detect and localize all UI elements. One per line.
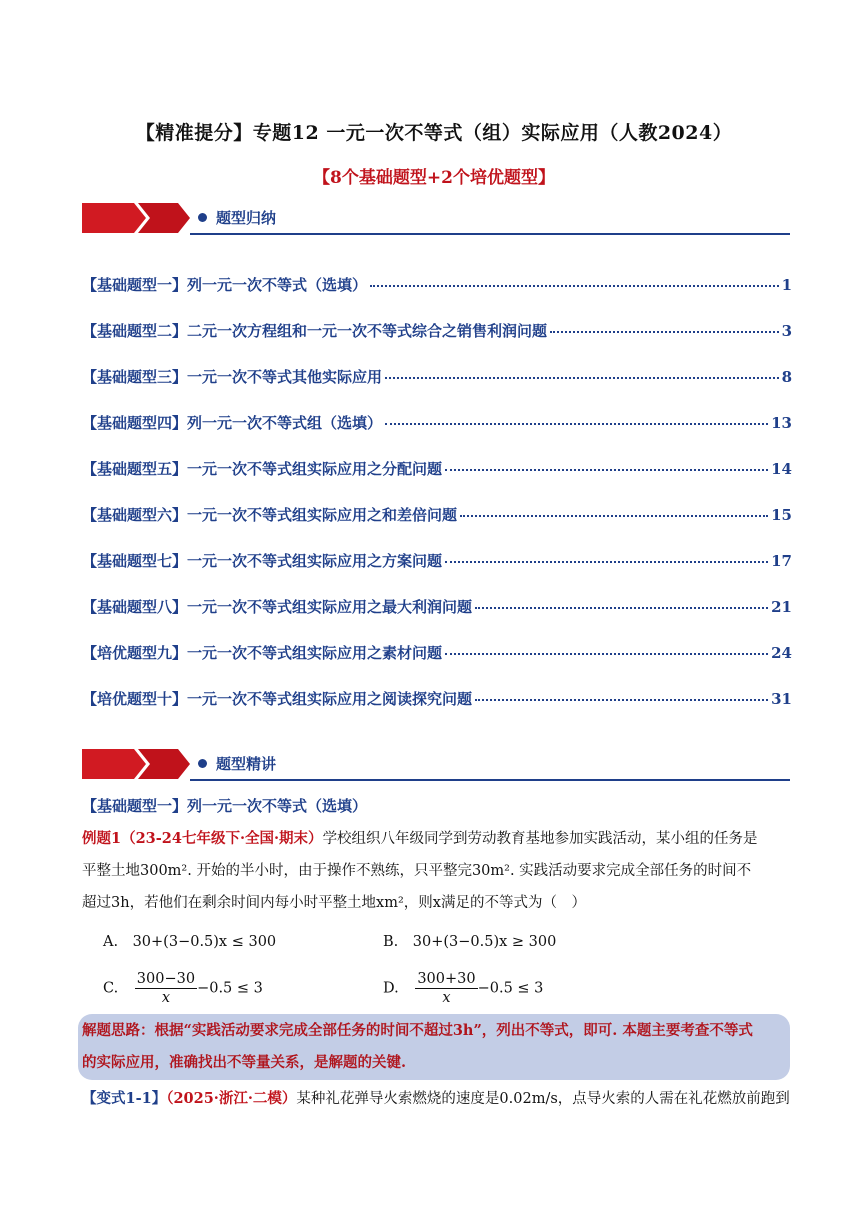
toc-page-number: 14 (771, 460, 792, 478)
toc-leader (550, 331, 779, 333)
toc-page-number: 13 (771, 414, 792, 432)
example-line-3: 超过3h，若他们在剩余时间内每小时平整土地xm²，则x满足的不等式为（ ） (82, 895, 586, 911)
option-d-letter: D. (383, 980, 399, 997)
toc-page-number: 15 (771, 506, 792, 524)
toc-leader (385, 377, 779, 379)
toc-leader (445, 469, 768, 471)
toc-leader (460, 515, 768, 517)
toc-item[interactable] (82, 320, 792, 366)
option-d[interactable] (383, 970, 543, 1007)
option-a[interactable]: A. 30+(3−0.5)x ≤ 300 (103, 934, 277, 950)
option-d-fraction (415, 970, 477, 1007)
toc-item[interactable] (82, 550, 792, 596)
example-line-1 (82, 823, 790, 855)
section-rule (190, 233, 790, 235)
toc-page-number: 24 (771, 644, 792, 662)
option-d-suffix: −0.5 ≤ 3 (477, 980, 544, 997)
toc-leader (385, 423, 768, 425)
example-question (82, 823, 790, 919)
option-c-suffix: −0.5 ≤ 3 (197, 980, 263, 997)
bullet-dot-icon (198, 213, 207, 222)
toc-leader (445, 561, 768, 563)
toc-leader (475, 699, 768, 701)
fraction-denominator: x (161, 990, 171, 1006)
toc-page-number: 8 (781, 368, 792, 386)
toc-item-text: 【基础题型五】一元一次不等式组实际应用之分配问题 (82, 460, 443, 478)
section-label: 题型精讲 (216, 755, 277, 773)
table-of-contents (82, 274, 792, 734)
example-line-2: 平整土地300m². 开始的半小时，由于操作不熟练，只平整完30m². 实践活动要求完成全部任务的时间不 (82, 863, 752, 879)
toc-page-number: 31 (771, 690, 792, 708)
toc-item[interactable] (82, 412, 792, 458)
example-label: 例题1（23-24七年级下·全国·期末） (82, 830, 323, 847)
toc-item-text: 【培优题型九】一元一次不等式组实际应用之素材问题 (82, 644, 443, 662)
option-c-letter: C. (103, 980, 119, 997)
fraction-numerator: 300+30 (417, 971, 476, 987)
toc-item[interactable] (82, 596, 792, 642)
toc-item-text: 【基础题型四】列一元一次不等式组（选填） (82, 414, 383, 432)
toc-item[interactable] (82, 458, 792, 504)
document-title: 【精准提分】专题12 一元一次不等式（组）实际应用（人教2024） (135, 122, 733, 144)
toc-leader (475, 607, 768, 609)
toc-page-number: 1 (781, 276, 792, 294)
toc-item-text: 【基础题型七】一元一次不等式组实际应用之方案问题 (82, 552, 443, 570)
fraction-denominator: x (442, 990, 451, 1006)
variant-label: 【变式1-1】 (82, 1090, 167, 1107)
section-header-summary (82, 203, 790, 237)
hint-line-2: 的实际应用，准确找出不等量关系，是解题的关键. (82, 1054, 407, 1071)
variant-text: 某种礼花弹导火索燃烧的速度是0.02m/s，点导火索的人需在礼花燃放前跑到 (296, 1091, 790, 1107)
variant-question (82, 1083, 790, 1115)
fraction-numerator: 300−30 (136, 971, 196, 987)
toc-item-text: 【基础题型一】列一元一次不等式（选填） (82, 276, 368, 294)
option-b[interactable]: B. 30+(3−0.5)x ≥ 300 (383, 934, 557, 950)
toc-item-text: 【基础题型八】一元一次不等式组实际应用之最大利润问题 (82, 598, 473, 616)
document-subtitle: 【8个基础题型+2个培优题型】 (313, 168, 555, 188)
toc-item-text: 【基础题型三】一元一次不等式其他实际应用 (82, 368, 383, 386)
toc-item[interactable] (82, 642, 792, 688)
toc-leader (370, 285, 779, 287)
toc-item-text: 【基础题型六】一元一次不等式组实际应用之和差倍问题 (82, 506, 458, 524)
toc-item[interactable] (82, 504, 792, 550)
section-rule (190, 779, 790, 781)
toc-page-number: 17 (771, 552, 792, 570)
section-label: 题型归纳 (216, 209, 277, 227)
topic-heading: 【基础题型一】列一元一次不等式（选填） (82, 797, 368, 815)
option-c[interactable] (103, 970, 263, 1007)
variant-source: （2025·浙江·二模） (166, 1090, 297, 1107)
toc-page-number: 3 (781, 322, 792, 340)
hint-line-1: 解题思路：根据“实践活动要求完成全部任务的时间不超过3h”，列出不等式，即可. 本题主要考查不等式 (82, 1022, 753, 1039)
option-c-fraction (135, 970, 197, 1007)
section-header-lecture (82, 749, 790, 783)
toc-item[interactable] (82, 366, 792, 412)
toc-leader (445, 653, 768, 655)
toc-item[interactable] (82, 688, 792, 734)
double-arrow-icon (82, 749, 194, 779)
toc-page-number: 21 (771, 598, 792, 616)
example-text: 学校组织八年级同学到劳动教育基地参加实践活动，某小组的任务是 (322, 831, 758, 847)
hint-text (82, 1015, 786, 1079)
toc-item[interactable] (82, 274, 792, 320)
double-arrow-icon (82, 203, 194, 233)
toc-item-text: 【培优题型十】一元一次不等式组实际应用之阅读探究问题 (82, 690, 473, 708)
bullet-dot-icon (198, 759, 207, 768)
toc-item-text: 【基础题型二】二元一次方程组和一元一次不等式综合之销售利润问题 (82, 322, 548, 340)
